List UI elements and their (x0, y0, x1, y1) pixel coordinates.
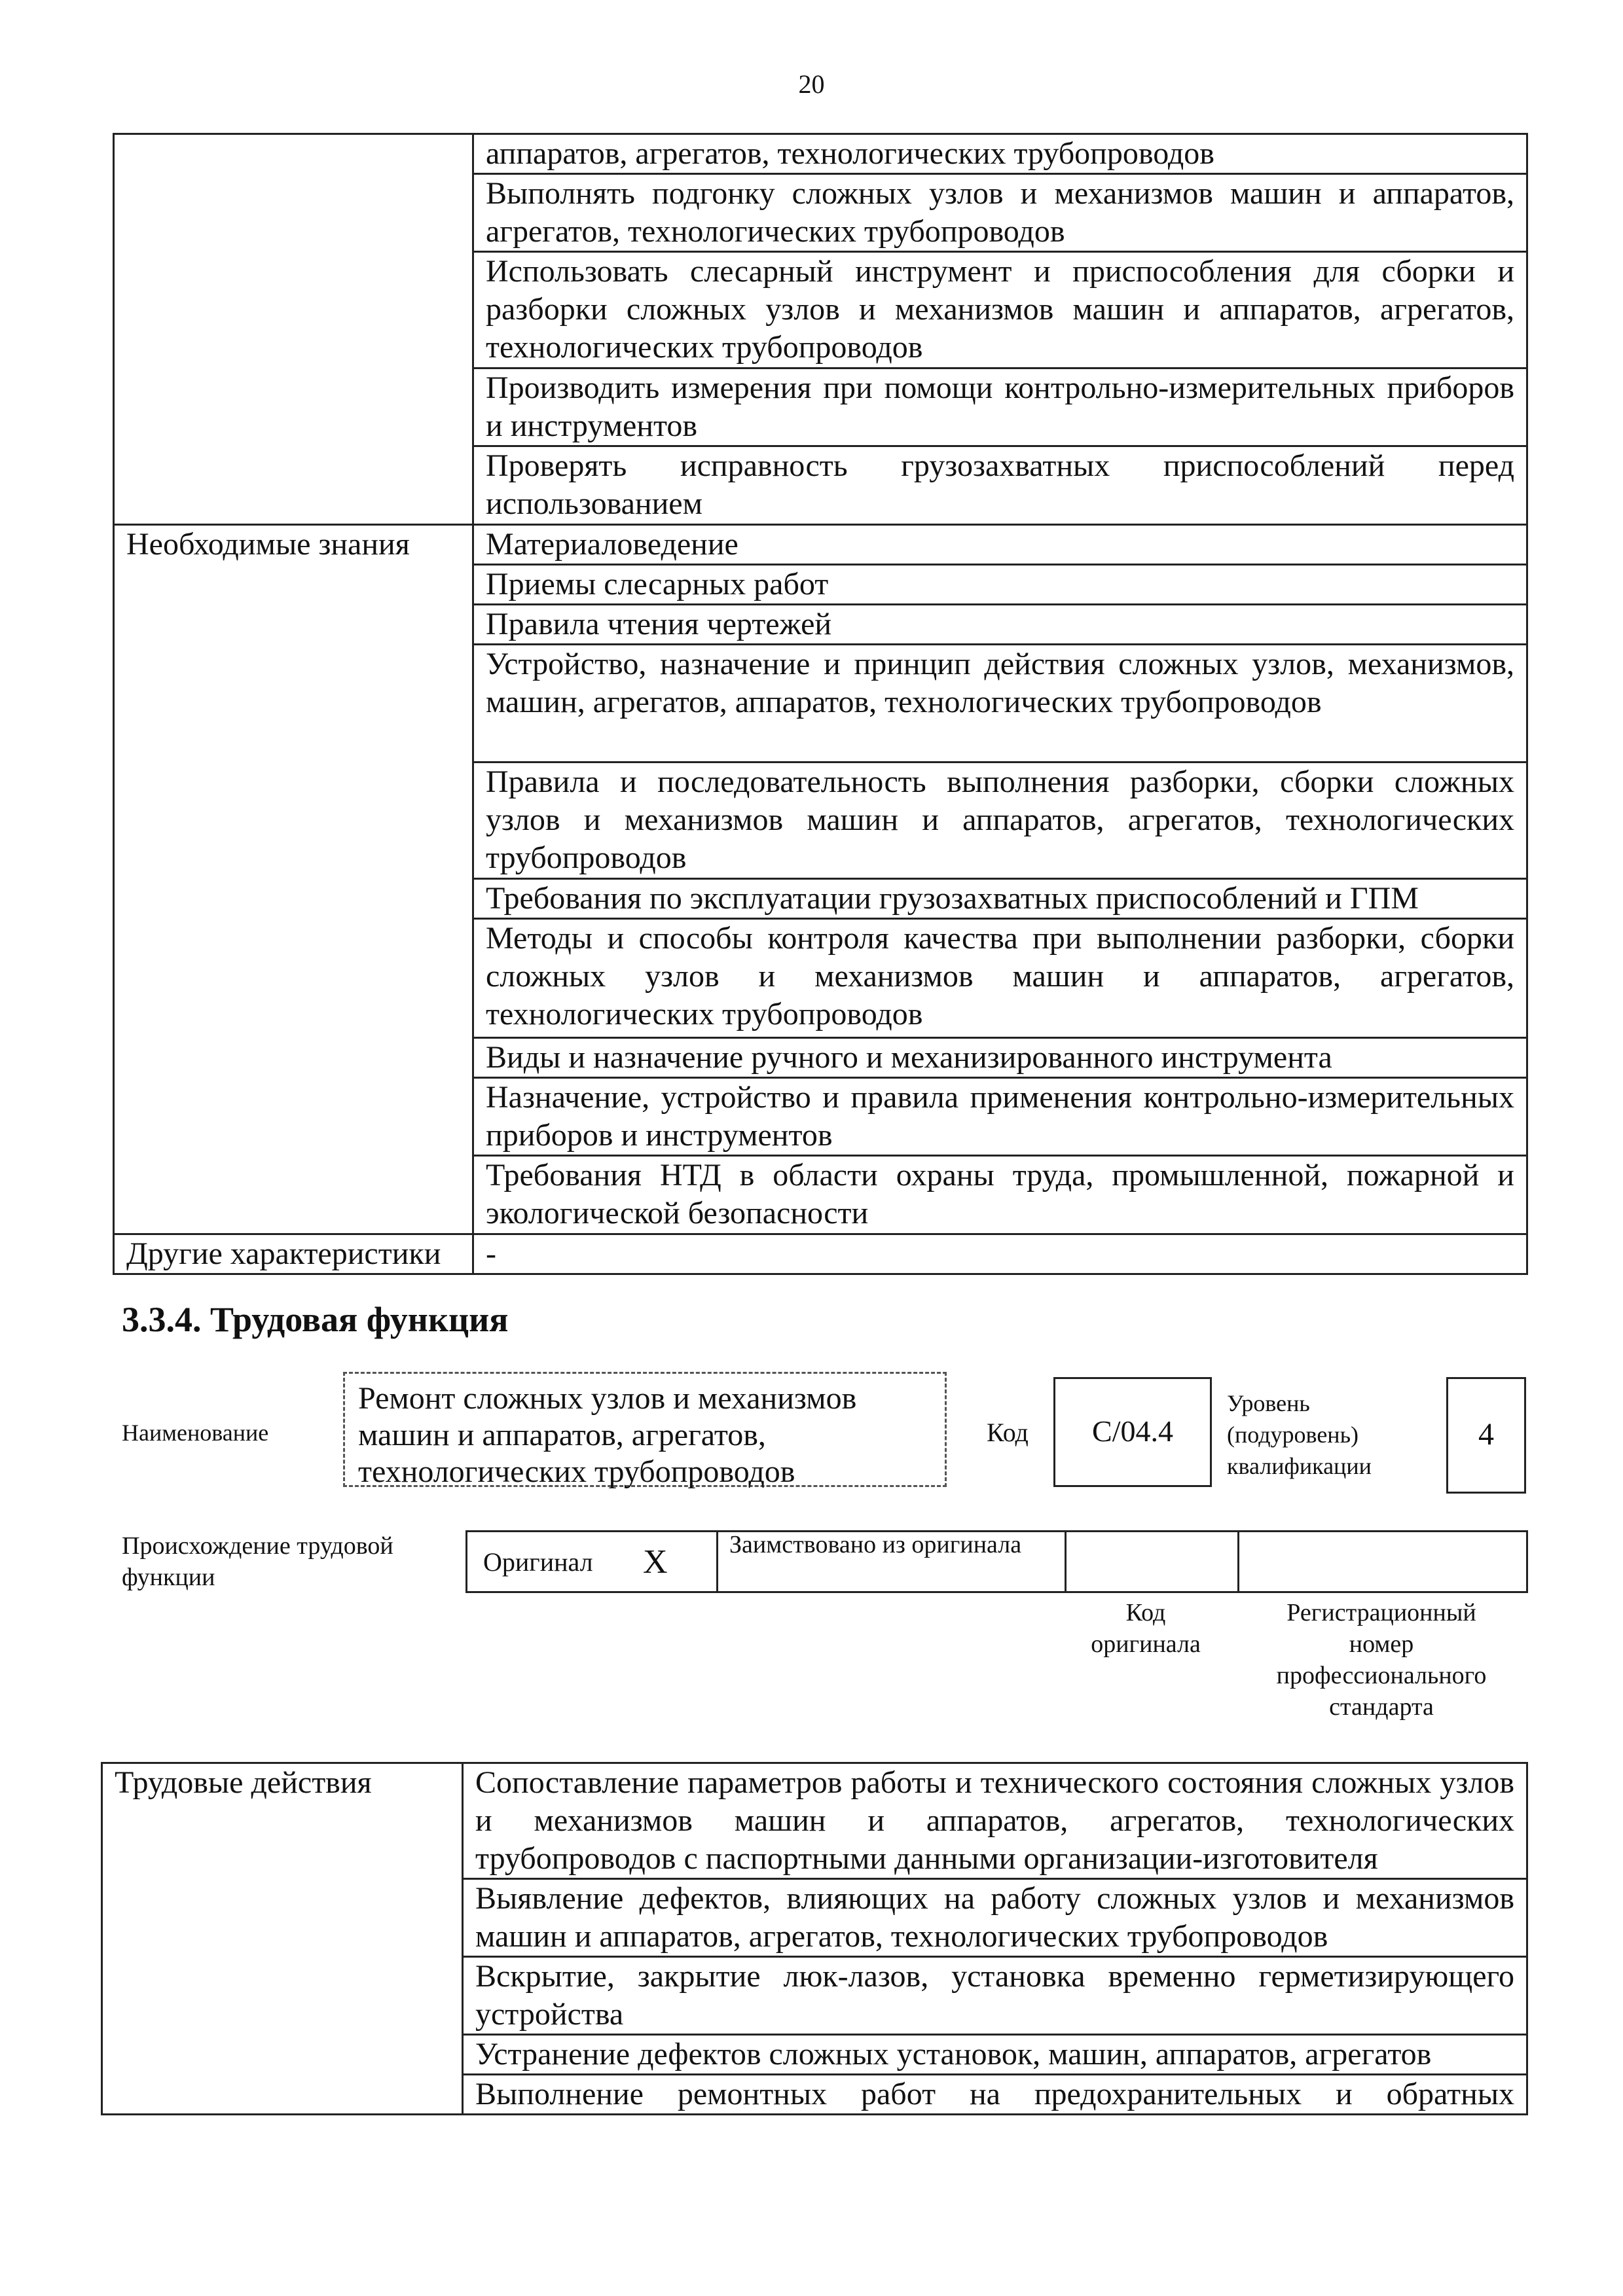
table-label-cell (102, 2075, 463, 2115)
table-label-cell: Необходимые знания (114, 525, 473, 565)
table-label-cell (114, 1156, 473, 1234)
knowledge-table (113, 133, 1528, 1275)
table-cell: Требования по эксплуатации грузозахватных приспособлений и ГПМ (473, 879, 1527, 919)
origin-label: Происхождение трудовой функции (122, 1532, 393, 1591)
table-cell: Правила чтения чертежей (473, 605, 1527, 645)
level-value-box: 4 (1446, 1377, 1526, 1494)
table-cell: - (473, 1234, 1527, 1274)
table-label-cell (114, 252, 473, 368)
actions-table (101, 1762, 1528, 2115)
table-cell: Требования НТД в области охраны труда, промышленной, пожарной и экологической безопасности (473, 1156, 1527, 1234)
page-number: 20 (798, 69, 825, 99)
code-value-box: С/04.4 (1053, 1377, 1212, 1487)
section-heading: 3.3.4. Трудовая функция (122, 1300, 509, 1339)
table-label-cell (114, 446, 473, 525)
table-label-cell (114, 919, 473, 1038)
table-label-cell (114, 368, 473, 446)
table-label-cell (114, 762, 473, 879)
table-cell: Приемы слесарных работ (473, 565, 1527, 605)
borrowed-label: Заимствовано из оригинала (729, 1531, 1022, 1558)
name-label: Наименование (122, 1420, 269, 1446)
original-mark: X (643, 1543, 668, 1581)
table-cell: Использовать слесарный инструмент и приспособления для сборки и разборки сложных узлов и механизмов машин и аппаратов, агрегатов, технологических трубопроводов (473, 252, 1527, 368)
reg-number-label: Регистрационный номер профессионального стандарта (1276, 1599, 1487, 1721)
table-cell: Сопоставление параметров работы и технического состояния сложных узлов и механизмов машин и аппаратов, агрегатов, технологических трубопроводов с паспортными данными организации-изготовителя (463, 1763, 1527, 1879)
table-label-cell (114, 1078, 473, 1156)
divider (1237, 1532, 1239, 1591)
table-cell: Методы и способы контроля качества при выполнении разборки, сборки сложных узлов и механизмов машин и аппаратов, агрегатов, технологических трубопроводов (473, 919, 1527, 1038)
actions-label-cell: Трудовые действия (102, 1763, 463, 1879)
table-cell: Вскрытие, закрытие люк-лазов, установка временно герметизирующего устройства (463, 1957, 1527, 2035)
table-label-cell (114, 174, 473, 252)
table-cell: Назначение, устройство и правила применения контрольно-измерительных приборов и инструментов (473, 1078, 1527, 1156)
table-cell: Устранение дефектов сложных установок, машин, аппаратов, агрегатов (463, 2035, 1527, 2075)
table-cell: Правила и последовательность выполнения разборки, сборки сложных узлов и механизмов машин и аппаратов, агрегатов, технологических трубопроводов (473, 762, 1527, 879)
table-cell: Устройство, назначение и принцип действия сложных узлов, механизмов, машин, агрегатов, аппаратов, технологических трубопроводов (473, 645, 1527, 762)
table-cell: Выполнять подгонку сложных узлов и механизмов машин и аппаратов, агрегатов, технологических трубопроводов (473, 174, 1527, 252)
table-label-cell (102, 2035, 463, 2075)
table-label-cell (114, 605, 473, 645)
table-label-cell (114, 645, 473, 762)
table-label-cell (114, 1038, 473, 1078)
table-label-cell: Другие характеристики (114, 1234, 473, 1274)
original-cell (467, 1532, 718, 1591)
table-cell: Выявление дефектов, влияющих на работу сложных узлов и механизмов машин и аппаратов, агрегатов, технологических трубопроводов (463, 1879, 1527, 1957)
divider (1065, 1532, 1067, 1591)
table-label-cell (114, 565, 473, 605)
code-label: Код (987, 1418, 1029, 1447)
table-label-cell (114, 879, 473, 919)
table-label-cell (102, 1879, 463, 1957)
level-label: Уровень (подуровень) квалификации (1227, 1390, 1372, 1479)
origin-row (465, 1530, 1528, 1593)
code-original-label: Код оригинала (1091, 1599, 1201, 1658)
table-cell: Проверять исправность грузозахватных приспособлений перед использованием (473, 446, 1527, 525)
table-cell: Выполнение ремонтных работ на предохранительных и обратных (463, 2075, 1527, 2115)
table-cell: Материаловедение (473, 525, 1527, 565)
original-label: Оригинал (483, 1547, 593, 1577)
table-cell: аппаратов, агрегатов, технологических трубопроводов (473, 134, 1527, 174)
table-label-cell (102, 1957, 463, 2035)
table-cell: Виды и назначение ручного и механизированного инструмента (473, 1038, 1527, 1078)
table-cell: Производить измерения при помощи контрольно-измерительных приборов и инструментов (473, 368, 1527, 446)
function-name-box: Ремонт сложных узлов и механизмов машин и аппаратов, агрегатов, технологических трубопроводов (343, 1372, 947, 1487)
table-label-cell (114, 134, 473, 174)
